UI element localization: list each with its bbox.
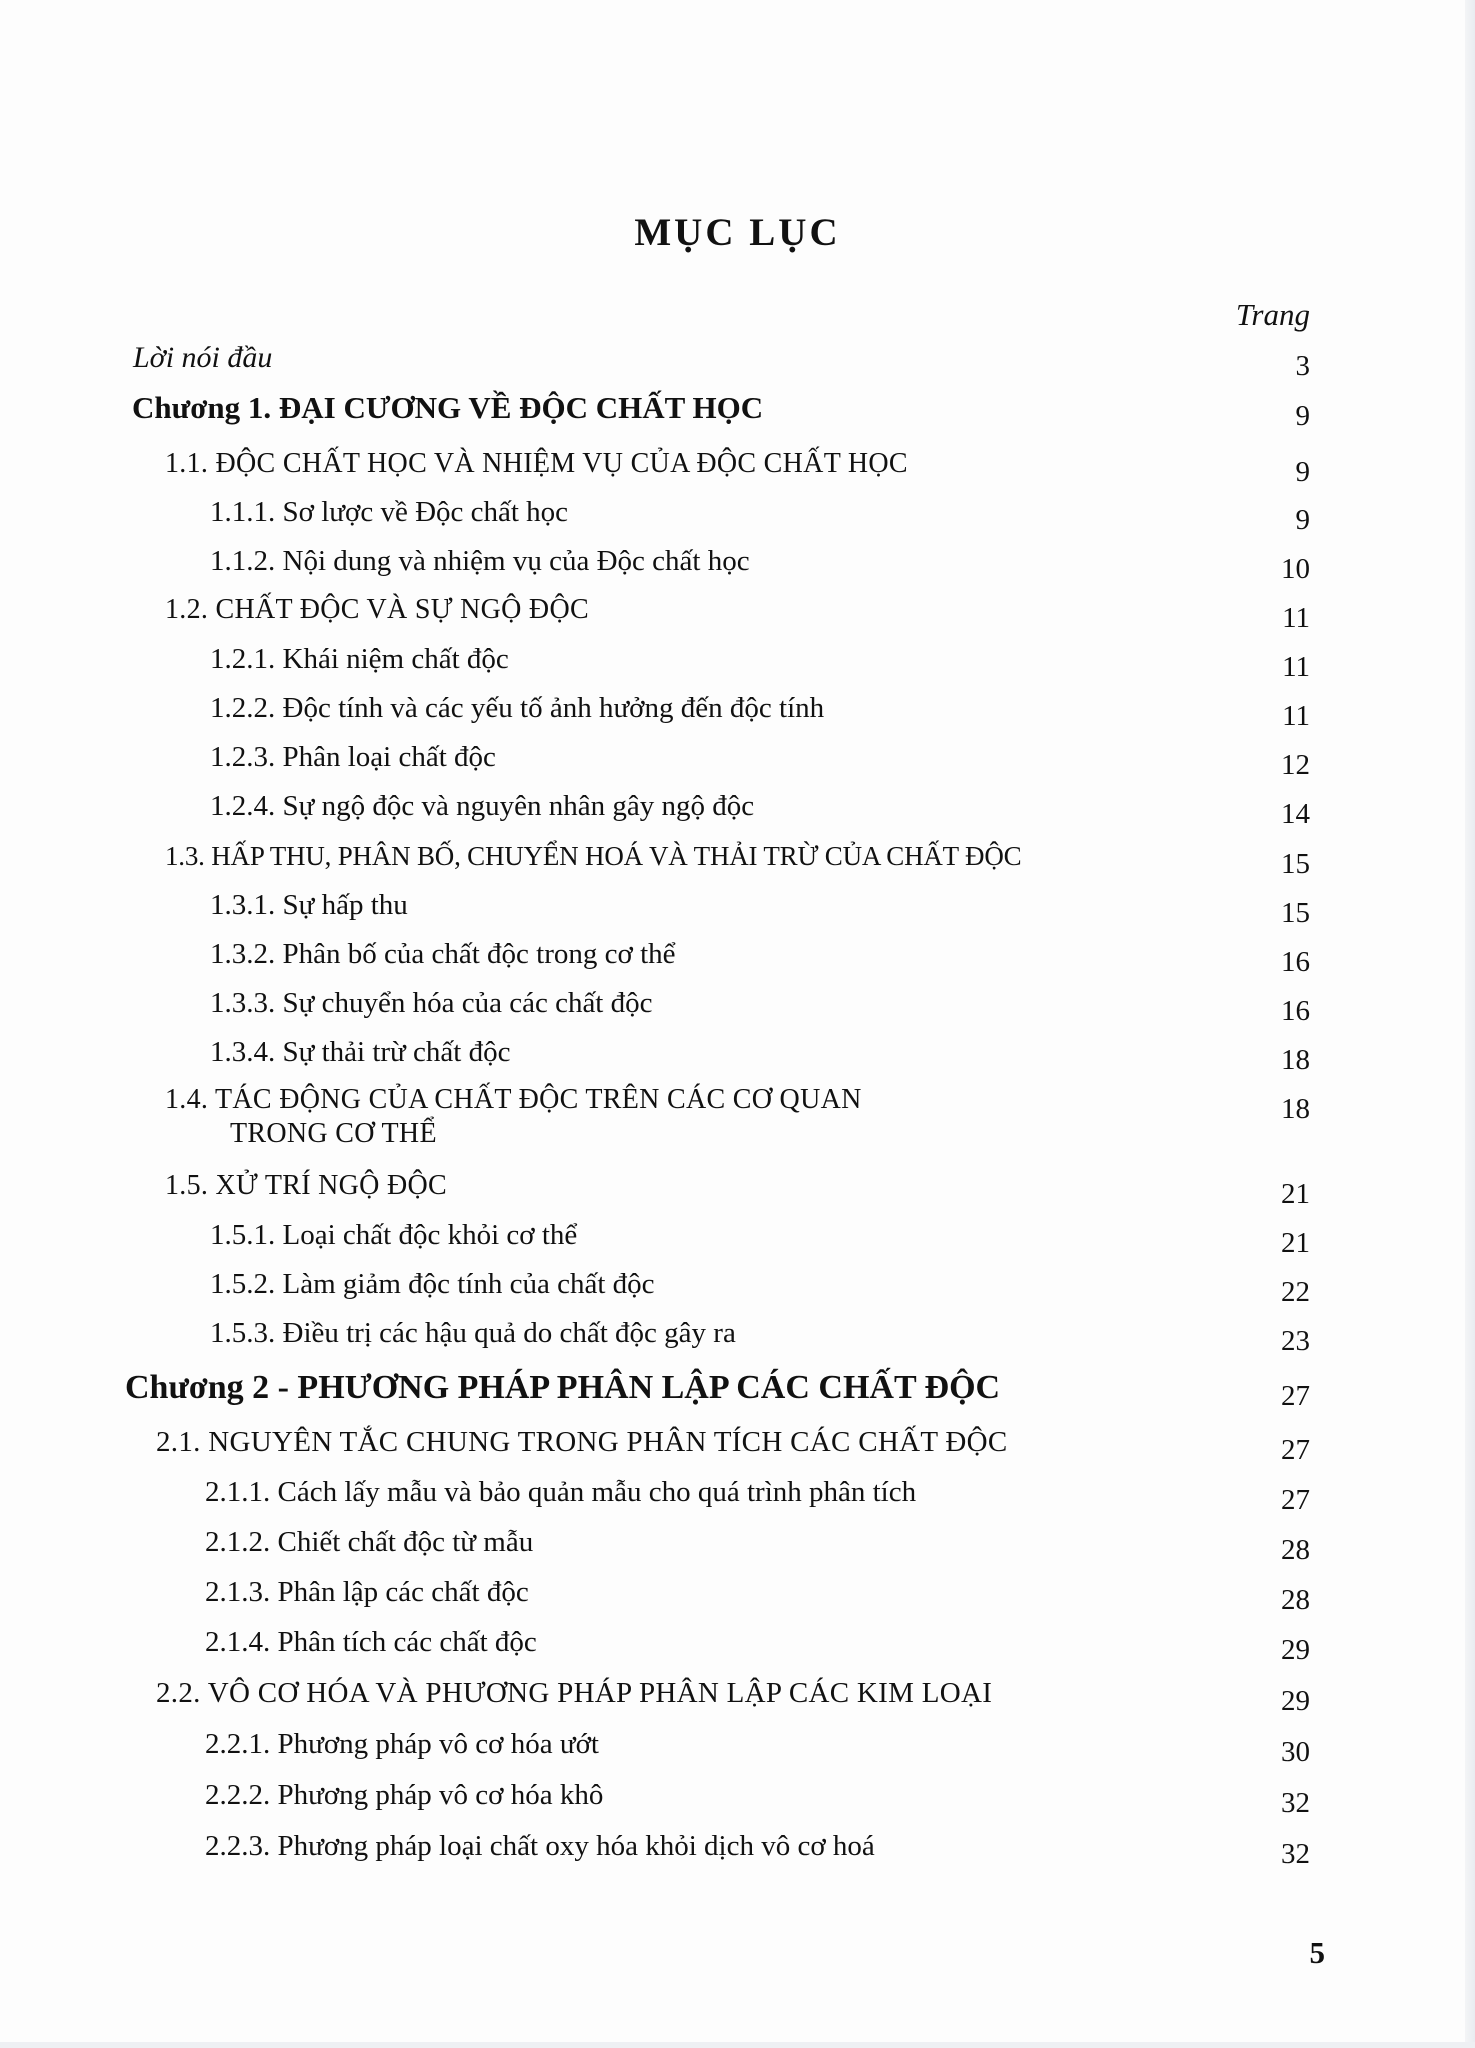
toc-entry-label: 1.2.4. Sự ngộ độc và nguyên nhân gây ngộ độc (210, 790, 755, 822)
toc-entry-page: 3 (1295, 350, 1310, 382)
toc-subsection (0, 1474, 1475, 1522)
toc-entry-label: 1.1.1. Sơ lược về Độc chất học (210, 496, 569, 528)
toc-subsection (0, 543, 1475, 591)
toc-entry-label: 2.1.3. Phân lập các chất độc (205, 1576, 529, 1608)
toc-subsection (0, 936, 1475, 984)
toc-entry-label: 1.5.1. Loại chất độc khỏi cơ thể (210, 1219, 578, 1251)
toc-entry-page: 15 (1281, 897, 1310, 929)
toc-entry-label: Chương 1. ĐẠI CƯƠNG VỀ ĐỘC CHẤT HỌC (132, 390, 764, 425)
toc-entry-label: 1.3.4. Sự thải trừ chất độc (210, 1036, 511, 1068)
toc-section (0, 838, 1475, 886)
toc-entry-label: Lời nói đầu (133, 341, 273, 374)
toc-entry-page: 28 (1281, 1584, 1310, 1616)
toc-subsection (0, 1624, 1475, 1672)
toc-subsection (0, 1315, 1475, 1363)
toc-entry-page: 27 (1281, 1484, 1310, 1516)
toc-section (0, 592, 1475, 640)
toc-subsection (0, 1034, 1475, 1082)
toc-entry-page: 21 (1281, 1227, 1310, 1259)
toc-entry-label: 2.2.3. Phương pháp loại chất oxy hóa khỏi dịch vô cơ hoá (205, 1830, 875, 1862)
toc-subsection (0, 641, 1475, 689)
toc-entry-label: 1.2.2. Độc tính và các yếu tố ảnh hưởng đến độc tính (210, 692, 825, 724)
toc-section (0, 446, 1475, 494)
toc-entry-label: 1.3.1. Sự hấp thu (210, 889, 408, 921)
toc-subsection (0, 739, 1475, 787)
toc-entry-label: 2.1.4. Phân tích các chất độc (205, 1626, 537, 1658)
toc-entry-label: 1.4. TÁC ĐỘNG CỦA CHẤT ĐỘC TRÊN CÁC CƠ QUAN (165, 1084, 862, 1115)
toc-entry-label: 1.5.2. Làm giảm độc tính của chất độc (210, 1268, 655, 1300)
toc-entry-page: 14 (1281, 798, 1310, 830)
toc-subsection (0, 1777, 1475, 1825)
toc-entry-page: 16 (1281, 995, 1310, 1027)
toc-entry-label: 1.2.1. Khái niệm chất độc (210, 643, 509, 675)
toc-entry-page: 21 (1281, 1178, 1310, 1210)
toc-entry-page: 32 (1281, 1838, 1310, 1870)
toc-entry-page: 9 (1295, 456, 1310, 488)
toc-entry-label: 2.1.2. Chiết chất độc từ mẫu (205, 1526, 534, 1558)
toc-subsection (0, 1828, 1475, 1876)
toc-entry-label: Chương 2 - PHƯƠNG PHÁP PHÂN LẬP CÁC CHẤT ĐỘC (125, 1369, 1001, 1406)
toc-subsection (0, 1217, 1475, 1265)
toc-entry-page: 9 (1295, 504, 1310, 536)
toc-section (0, 1675, 1475, 1723)
toc-entry-page: 11 (1282, 700, 1310, 732)
toc-subsection (0, 1524, 1475, 1572)
toc-entry-label: 1.5.3. Điều trị các hậu quả do chất độc gây ra (210, 1317, 736, 1349)
toc-entry-label: 1.3.2. Phân bố của chất độc trong cơ thể (210, 938, 676, 970)
toc-entry-page: 12 (1281, 749, 1310, 781)
toc-chapter (0, 390, 1475, 438)
toc-entry-page: 27 (1281, 1434, 1310, 1466)
toc-entry-page: 9 (1295, 400, 1310, 432)
toc-entry-page: 11 (1282, 651, 1310, 683)
toc-entry-label: 1.3.3. Sự chuyển hóa của các chất độc (210, 987, 653, 1019)
toc-entry-page: 29 (1281, 1685, 1310, 1717)
toc-entry-label: 1.2. CHẤT ĐỘC VÀ SỰ NGỘ ĐỘC (165, 594, 589, 625)
toc-entry-label: 2.1.1. Cách lấy mẫu và bảo quản mẫu cho quá trình phân tích (205, 1476, 917, 1508)
toc-subsection (0, 1726, 1475, 1774)
toc-entry-label-line2: TRONG CƠ THỂ (230, 1118, 437, 1149)
toc-entry-label: 2.2. VÔ CƠ HÓA VÀ PHƯƠNG PHÁP PHÂN LẬP CÁC KIM LOẠI (156, 1677, 993, 1709)
page-column-header: Trang (1235, 297, 1310, 332)
page-title: MỤC LỤC (634, 211, 841, 254)
toc-entry-page: 15 (1281, 848, 1310, 880)
toc-entry-page: 27 (1281, 1380, 1310, 1412)
toc-subsection (0, 887, 1475, 935)
toc-entry-label: 1.1.2. Nội dung và nhiệm vụ của Độc chất học (210, 545, 750, 577)
toc-entry-page: 16 (1281, 946, 1310, 978)
toc-chapter (0, 1370, 1475, 1418)
toc-subsection (0, 985, 1475, 1033)
toc-entry-page: 28 (1281, 1534, 1310, 1566)
toc-subsection (0, 494, 1475, 542)
toc-section (0, 1083, 1475, 1153)
toc-entry-label: 1.1. ĐỘC CHẤT HỌC VÀ NHIỆM VỤ CỦA ĐỘC CHẤT HỌC (165, 448, 908, 479)
toc-section (0, 1424, 1475, 1472)
toc-entry-label: 1.2.3. Phân loại chất độc (210, 741, 496, 773)
toc-section (0, 1168, 1475, 1216)
toc-subsection (0, 690, 1475, 738)
toc-entry-page: 23 (1281, 1325, 1310, 1357)
toc-entry-label: 2.2.1. Phương pháp vô cơ hóa ướt (205, 1728, 599, 1760)
page-number: 5 (1309, 1935, 1325, 1970)
toc-entry-page: 22 (1281, 1276, 1310, 1308)
toc-entry-page: 18 (1281, 1044, 1310, 1076)
toc-entry-page: 18 (1281, 1093, 1310, 1125)
toc-subsection (0, 1266, 1475, 1314)
toc-entry-page: 11 (1282, 602, 1310, 634)
toc-subsection (0, 1574, 1475, 1622)
toc-entry-label: 1.5. XỬ TRÍ NGỘ ĐỘC (165, 1170, 448, 1201)
toc-entry-label: 2.1. NGUYÊN TẮC CHUNG TRONG PHÂN TÍCH CÁC CHẤT ĐỘC (156, 1426, 1008, 1458)
scan-edge-bottom (0, 2042, 1475, 2048)
toc-subsection (0, 788, 1475, 836)
toc-entry-label: 2.2.2. Phương pháp vô cơ hóa khô (205, 1779, 604, 1811)
toc-entry-page: 32 (1281, 1787, 1310, 1819)
toc-entry-label: 1.3. HẤP THU, PHÂN BỐ, CHUYỂN HOÁ VÀ THẢI TRỪ CỦA CHẤT ĐỘC (165, 841, 1022, 871)
toc-entry (0, 340, 1475, 388)
toc-entry-page: 29 (1281, 1634, 1310, 1666)
toc-entry-page: 10 (1281, 553, 1310, 585)
toc-entry-page: 30 (1281, 1736, 1310, 1768)
